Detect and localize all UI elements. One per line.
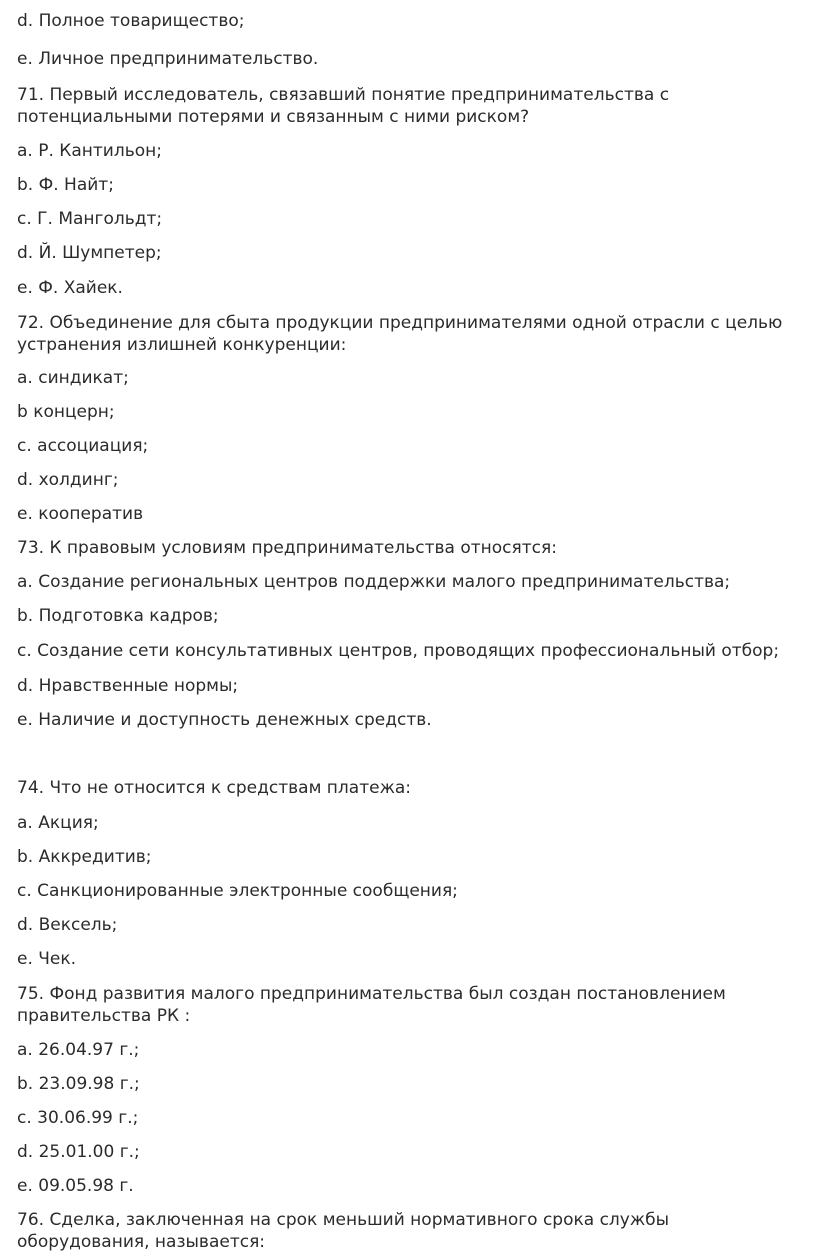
question-73: 73. К правовым условиям предпринимательства относятся: [17, 538, 557, 558]
answer-option: e. Чек. [17, 949, 77, 969]
answer-option: d. Нравственные нормы; [17, 676, 239, 696]
answer-option: b. 23.09.98 г.; [17, 1074, 140, 1094]
answer-option: d. Й. Шумпетер; [17, 243, 162, 263]
answer-option: b. Подготовка кадров; [17, 606, 219, 626]
answer-option: a. Создание региональных центров поддержки малого предпринимательства; [17, 572, 731, 592]
answer-option: c. Создание сети консультативных центров, проводящих профессиональный отбор; [17, 641, 780, 661]
answer-option: d. холдинг; [17, 470, 119, 490]
answer-option: c. 30.06.99 г.; [17, 1108, 139, 1128]
answer-option: d. 25.01.00 г.; [17, 1142, 140, 1162]
answer-option: e. 09.05.98 г. [17, 1176, 134, 1196]
answer-option: a. Акция; [17, 813, 99, 833]
answer-option: b. Аккредитив; [17, 847, 152, 867]
answer-option: a. Р. Кантильон; [17, 141, 162, 161]
question-75: 75. Фонд развития малого предпринимательства был создан постановлением правительства РК : [17, 984, 726, 1026]
question-72: 72. Объединение для сбыта продукции предпринимателями одной отрасли с целью устранения излишней конкуренции: [17, 313, 783, 355]
answer-option: b. Ф. Найт; [17, 175, 114, 195]
answer-option: e. кооператив [17, 504, 144, 524]
answer-option: d. Полное товарищество; [17, 11, 245, 31]
answer-option: e. Личное предпринимательство. [17, 49, 319, 69]
answer-option: a. 26.04.97 г.; [17, 1040, 140, 1060]
question-71: 71. Первый исследователь, связавший понятие предпринимательства с потенциальными потерями и связанным с ними риском? [17, 85, 670, 127]
answer-option: d. Вексель; [17, 915, 118, 935]
answer-option: c. Санкционированные электронные сообщения; [17, 881, 458, 901]
answer-option: b концерн; [17, 402, 115, 422]
answer-option: a. синдикат; [17, 368, 129, 388]
answer-option: c. ассоциация; [17, 436, 149, 456]
answer-option: c. Г. Мангольдт; [17, 209, 163, 229]
question-76: 76. Сделка, заключенная на срок меньший нормативного срока службы оборудования, называется: [17, 1210, 670, 1252]
question-74: 74. Что не относится к средствам платежа: [17, 778, 412, 798]
answer-option: e. Наличие и доступность денежных средств. [17, 710, 432, 730]
answer-option: e. Ф. Хайек. [17, 278, 123, 298]
